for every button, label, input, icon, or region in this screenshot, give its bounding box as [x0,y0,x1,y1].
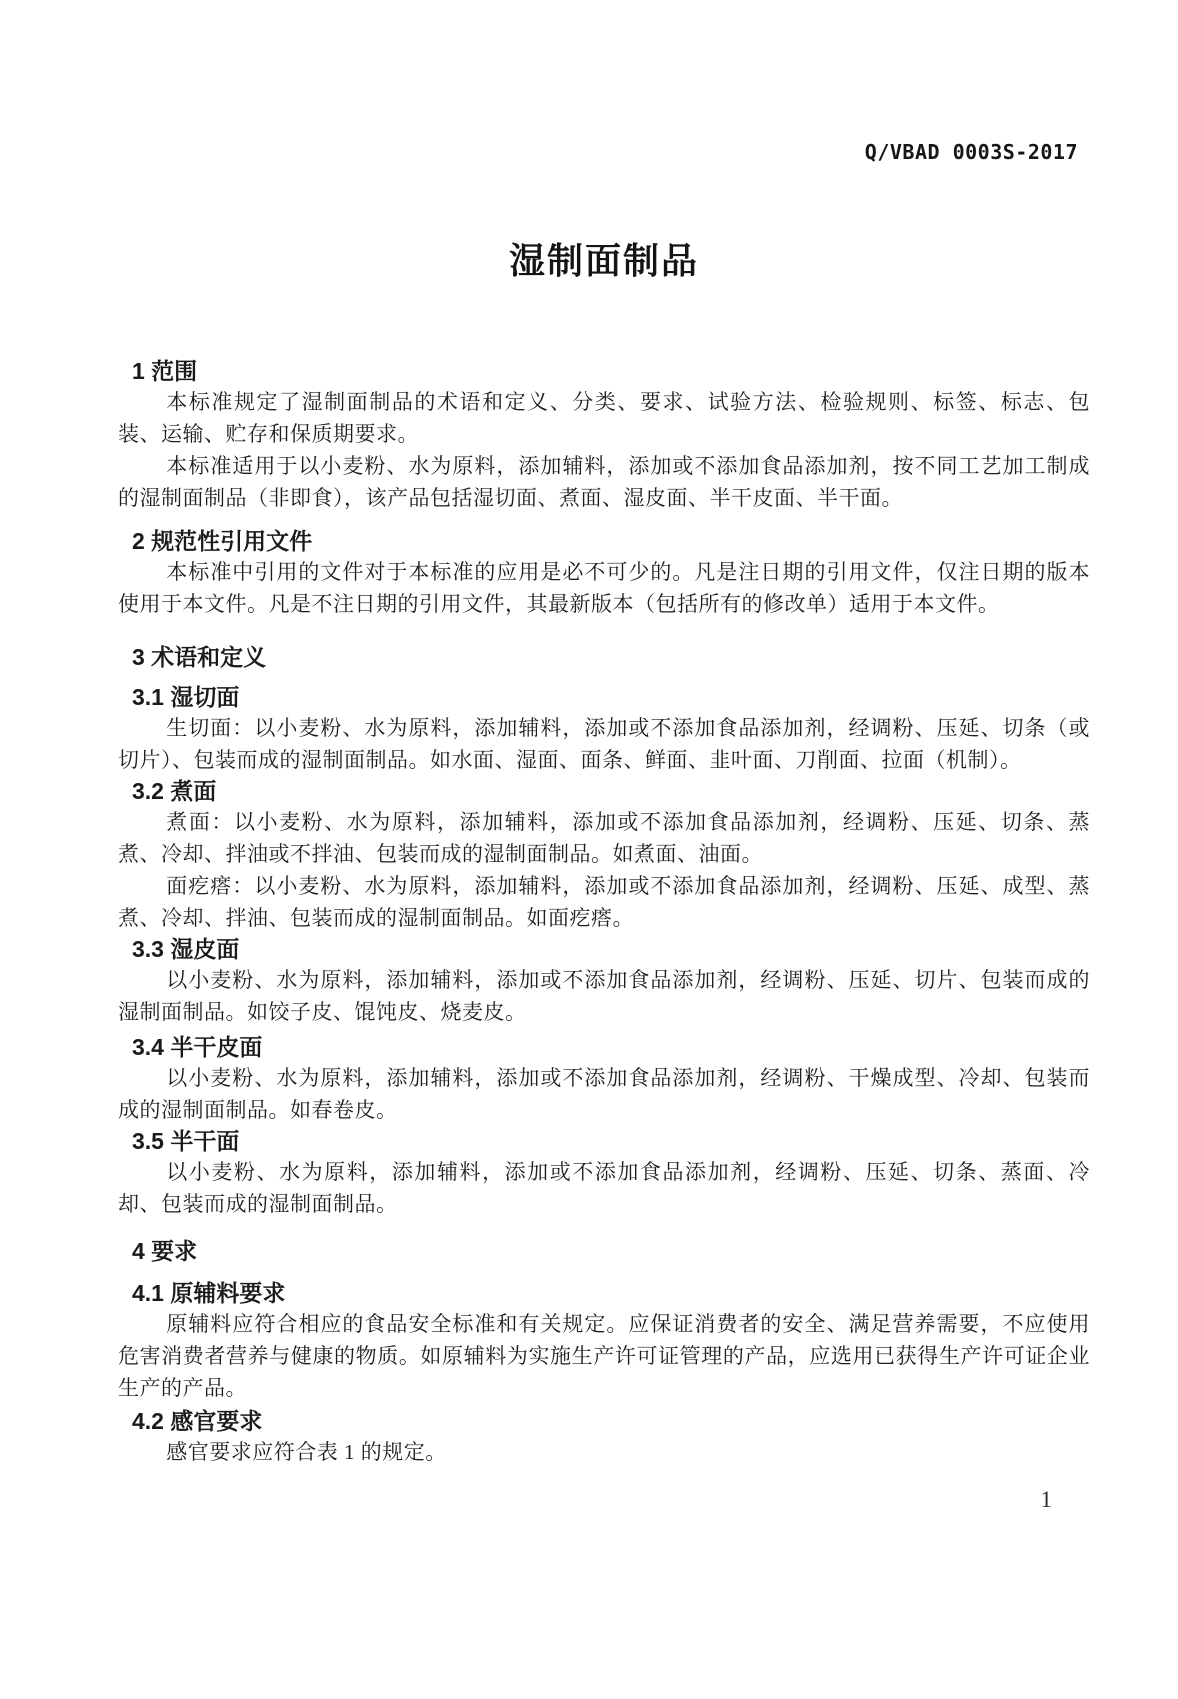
section-4-2-heading: 4.2 感官要求 [132,1408,263,1434]
section-2-paragraph-1: 本标准中引用的文件对于本标准的应用是必不可少的。凡是注日期的引用文件，仅注日期的版本使用于本文件。凡是不注日期的引用文件，其最新版本（包括所有的修改单）适用于本文件。 [118,560,1090,616]
section-3-3-heading: 3.3 湿皮面 [132,936,240,962]
section-3-2-heading: 3.2 煮面 [132,778,217,804]
section-1-paragraph-1: 本标准规定了湿制面制品的术语和定义、分类、要求、试验方法、检验规则、标签、标志、包装、运输、贮存和保质期要求。 [118,390,1090,446]
section-1-paragraph-2: 本标准适用于以小麦粉、水为原料，添加辅料，添加或不添加食品添加剂，按不同工艺加工制成的湿制面制品（非即食），该产品包括湿切面、煮面、湿皮面、半干皮面、半干面。 [118,454,1090,510]
document-title: 湿制面制品 [508,240,699,281]
doc-number: Q/VBAD 0003S-2017 [864,140,1078,164]
page-number: 1 [1040,1487,1052,1512]
section-3-3-paragraph-1: 以小麦粉、水为原料，添加辅料，添加或不添加食品添加剂，经调粉、压延、切片、包装而成的湿制面制品。如饺子皮、馄饨皮、烧麦皮。 [118,968,1090,1024]
section-3-2-paragraph-1: 煮面：以小麦粉、水为原料，添加辅料，添加或不添加食品添加剂，经调粉、压延、切条、蒸煮、冷却、拌油或不拌油、包装而成的湿制面制品。如煮面、油面。 [118,810,1090,866]
section-3-1-paragraph-1: 生切面：以小麦粉、水为原料，添加辅料，添加或不添加食品添加剂，经调粉、压延、切条（或切片）、包装而成的湿制面制品。如水面、湿面、面条、鲜面、韭叶面、刀削面、拉面（机制）。 [118,716,1090,772]
section-3-4-paragraph-1: 以小麦粉、水为原料，添加辅料，添加或不添加食品添加剂，经调粉、干燥成型、冷却、包装而成的湿制面制品。如春卷皮。 [118,1066,1090,1122]
section-3-2-paragraph-2: 面疙瘩：以小麦粉、水为原料，添加辅料，添加或不添加食品添加剂，经调粉、压延、成型、蒸煮、冷却、拌油、包装而成的湿制面制品。如面疙瘩。 [118,874,1090,930]
section-3-4-heading: 3.4 半干皮面 [132,1034,263,1060]
section-4-1-paragraph-1: 原辅料应符合相应的食品安全标准和有关规定。应保证消费者的安全、满足营养需要，不应使用危害消费者营养与健康的物质。如原辅料为实施生产许可证管理的产品，应选用已获得生产许可证企业生产的产品。 [118,1312,1090,1400]
section-3-heading: 3 术语和定义 [132,644,267,670]
section-1-heading: 1 范围 [132,358,198,384]
section-3-5-heading: 3.5 半干面 [132,1128,240,1154]
section-4-heading: 4 要求 [132,1238,198,1264]
section-2-heading: 2 规范性引用文件 [132,528,313,554]
section-3-5-paragraph-1: 以小麦粉、水为原料，添加辅料，添加或不添加食品添加剂，经调粉、压延、切条、蒸面、冷却、包装而成的湿制面制品。 [118,1160,1090,1216]
section-4-2-paragraph-1: 感官要求应符合表 1 的规定。 [166,1440,447,1464]
section-4-1-heading: 4.1 原辅料要求 [132,1280,286,1306]
section-3-1-heading: 3.1 湿切面 [132,684,240,710]
